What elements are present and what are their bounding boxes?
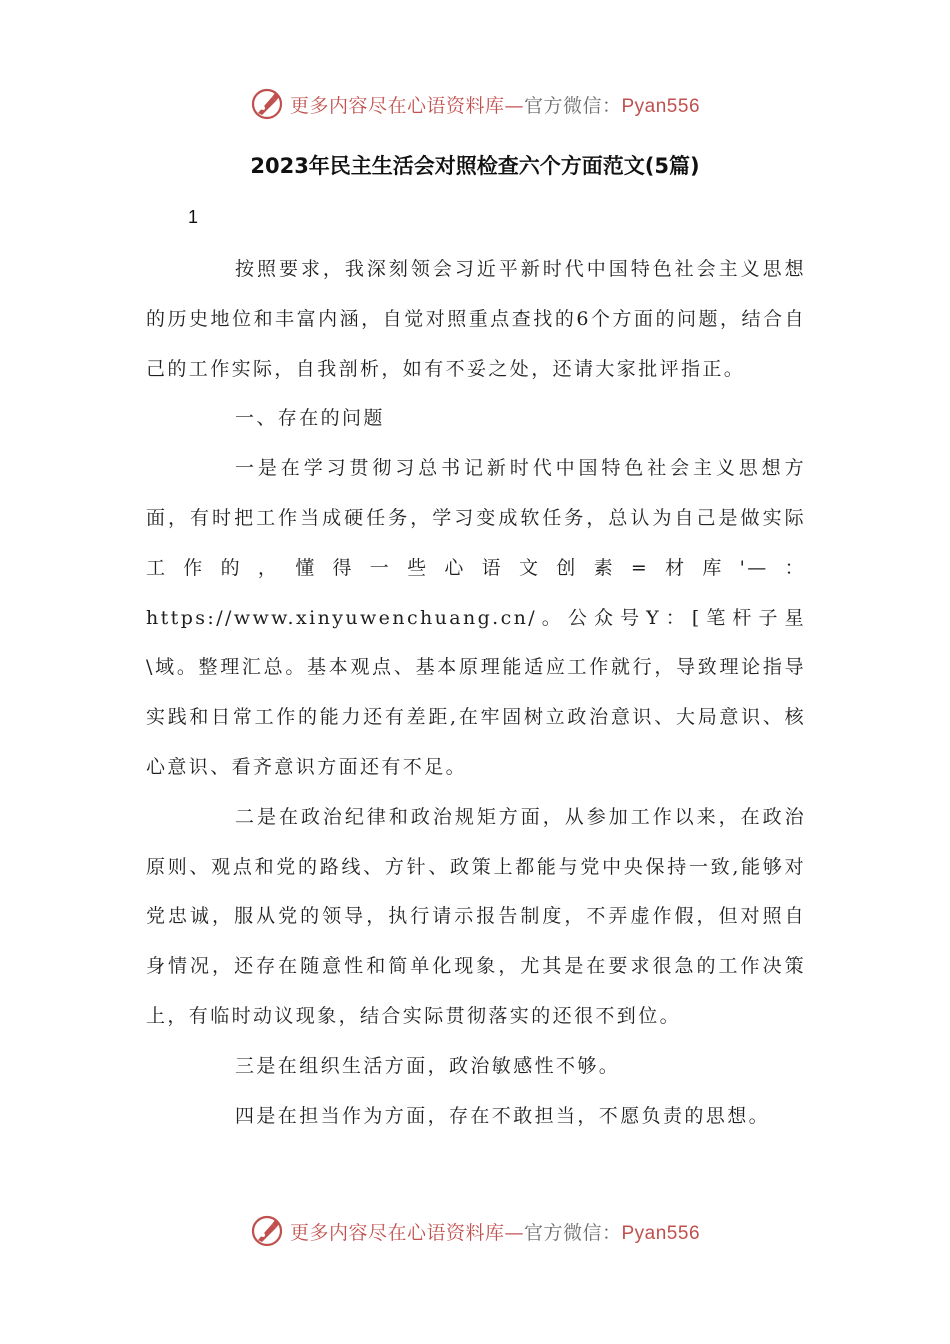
section-number: 1 xyxy=(188,207,199,227)
pen-nib-logo-icon xyxy=(250,87,284,121)
watermark-official: 官方微信： xyxy=(523,94,622,117)
watermark-main: 更多内容尽在心语资料库 xyxy=(289,94,505,117)
paragraph-point-3: 三是在组织生活方面，政治敏感性不够。 xyxy=(235,1054,621,1077)
watermark-official: 官方微信： xyxy=(523,1221,622,1244)
watermark-text xyxy=(290,1218,700,1245)
watermark-main: 更多内容尽在心语资料库 xyxy=(289,1221,505,1244)
watermark-dash: — xyxy=(504,1221,524,1244)
watermark-wechat-id: Pyan556 xyxy=(621,95,701,117)
paragraph-heading: 一、存在的问题 xyxy=(235,407,385,430)
watermark-text xyxy=(290,91,700,118)
document-body xyxy=(146,245,806,1141)
paragraph-intro: 按照要求，我深刻领会习近平新时代中国特色社会主义思想的历史地位和丰富内涵，自觉对照重点查找的6个方面的问题，结合自己的工作实际，自我剖析，如有不妥之处，还请大家批评指正。 xyxy=(146,258,806,380)
paragraph-point-1: 一是在学习贯彻习总书记新时代中国特色社会主义思想方面，有时把工作当成硬任务，学习变成软任务，总认为自己是做实际工作的，懂得一些心语文创素=材库'—：https://www.xinyuwenchuang.cn/。公众号Y：[笔杆子星\域。整理汇总。基本观点、基本原理能适应工作就行，导致理论指导实践和日常工作的能力还有差距,在牢固树立政治意识、大局意识、核心意识、看齐意识方面还有不足。 xyxy=(146,457,806,778)
watermark-header xyxy=(0,84,950,124)
watermark-wechat-id: Pyan556 xyxy=(621,1222,701,1244)
watermark-footer xyxy=(0,1211,950,1251)
paragraph-point-2: 二是在政治纪律和政治规矩方面，从参加工作以来，在政治原则、观点和党的路线、方针、政策上都能与党中央保持一致,能够对党忠诚，服从党的领导，执行请示报告制度，不弄虚作假，但对照自身情况，还存在随意性和简单化现象，尤其是在要求很急的工作决策上，有临时动议现象，结合实际贯彻落实的还很不到位。 xyxy=(146,805,806,1027)
document-title: 2023年民主生活会对照检查六个方面范文(5篇) xyxy=(250,154,700,178)
watermark-dash: — xyxy=(504,94,524,117)
paragraph-point-4: 四是在担当作为方面，存在不敢担当，不愿负责的思想。 xyxy=(235,1104,771,1127)
pen-nib-logo-icon xyxy=(250,1214,284,1248)
